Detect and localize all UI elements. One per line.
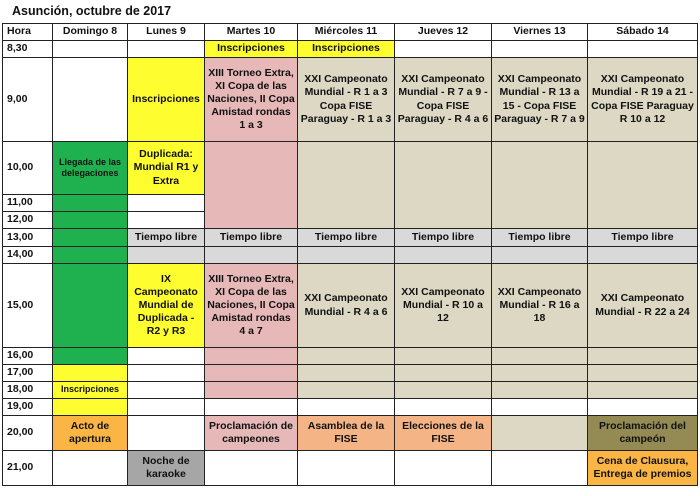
hour-label: 10,00 <box>3 142 53 195</box>
table-row <box>3 451 698 486</box>
event-cell-merged <box>492 142 588 229</box>
table-row <box>3 41 698 58</box>
table-row <box>3 247 698 264</box>
event-cell <box>53 247 128 264</box>
event-cell <box>298 365 395 382</box>
event-cell: XXI Campeonato Mundial - R 10 a 12 <box>395 264 492 348</box>
empty-cell <box>298 247 395 264</box>
event-cell <box>53 365 128 382</box>
header-day: Martes 10 <box>205 24 298 41</box>
event-cell: XXI Campeonato Mundial - R 19 a 21 - Copa FISE Paraguay R 10 a 12 <box>588 58 698 142</box>
event-cell: Proclamación de campeones <box>205 416 298 451</box>
table-row <box>3 229 698 247</box>
event-cell: Inscripciones <box>205 41 298 58</box>
hour-label: 13,00 <box>3 229 53 247</box>
event-cell: XXI Campeonato Mundial - R 13 a 15 - Copa FISE Paraguay - R 7 a 9 <box>492 58 588 142</box>
event-cell: XXI Campeonato Mundial - R 16 a 18 <box>492 264 588 348</box>
event-cell: Inscripciones <box>128 58 205 142</box>
event-cell <box>395 382 492 399</box>
hour-label: 9,00 <box>3 58 53 142</box>
event-cell <box>588 348 698 365</box>
event-cell-merged <box>298 142 395 229</box>
table-row <box>3 399 698 416</box>
empty-cell <box>53 58 128 142</box>
header-day: Viernes 13 <box>492 24 588 41</box>
event-cell <box>492 416 588 451</box>
empty-cell <box>492 399 588 416</box>
event-cell <box>492 348 588 365</box>
page-title: Asunción, octubre de 2017 <box>12 4 172 18</box>
table-row <box>3 142 698 195</box>
event-cell <box>53 348 128 365</box>
event-cell: Inscripciones <box>298 41 395 58</box>
event-cell: XIII Torneo Extra, XI Copa de las Naciones, II Copa Amistad rondas 4 a 7 <box>205 264 298 348</box>
event-cell: Llegada de las delegaciones <box>53 142 128 195</box>
event-cell <box>492 382 588 399</box>
table-row <box>3 348 698 365</box>
empty-cell <box>128 41 205 58</box>
event-cell: Tiempo libre <box>492 229 588 247</box>
event-cell: Elecciones de la FISE <box>395 416 492 451</box>
hour-label: 18,00 <box>3 382 53 399</box>
empty-cell <box>128 195 205 212</box>
event-cell: Acto de apertura <box>53 416 128 451</box>
event-cell <box>53 229 128 247</box>
empty-cell <box>395 41 492 58</box>
header-day: Lunes 9 <box>128 24 205 41</box>
event-cell: IX Campeonato Mundial de Duplicada - R2 y R3 <box>128 264 205 348</box>
event-cell <box>53 264 128 348</box>
event-cell <box>395 365 492 382</box>
empty-cell <box>128 247 205 264</box>
empty-cell <box>492 451 588 486</box>
empty-cell <box>298 451 395 486</box>
hour-label: 17,00 <box>3 365 53 382</box>
event-cell <box>588 365 698 382</box>
empty-cell <box>128 416 205 451</box>
event-cell <box>205 348 298 365</box>
table-row <box>3 264 698 348</box>
empty-cell <box>128 365 205 382</box>
empty-cell <box>205 247 298 264</box>
event-cell <box>588 382 698 399</box>
empty-cell <box>298 399 395 416</box>
hour-label: 16,00 <box>3 348 53 365</box>
header-day: Domingo 8 <box>53 24 128 41</box>
table-row <box>3 365 698 382</box>
empty-cell <box>205 451 298 486</box>
empty-cell <box>53 41 128 58</box>
event-cell <box>205 382 298 399</box>
header-row <box>3 24 698 41</box>
event-cell <box>298 382 395 399</box>
event-cell: XXI Campeonato Mundial - R 7 a 9 - Copa FISE Paraguay - R 4 a 6 <box>395 58 492 142</box>
event-cell: Tiempo libre <box>395 229 492 247</box>
empty-cell <box>53 451 128 486</box>
hour-label: 8,30 <box>3 41 53 58</box>
header-day: Sábado 14 <box>588 24 698 41</box>
empty-cell <box>395 247 492 264</box>
empty-cell <box>588 41 698 58</box>
empty-cell <box>588 399 698 416</box>
event-cell <box>53 212 128 229</box>
table-row <box>3 416 698 451</box>
event-cell-merged <box>395 142 492 229</box>
empty-cell <box>395 451 492 486</box>
event-cell: Inscripciones <box>53 382 128 399</box>
event-cell: Tiempo libre <box>205 229 298 247</box>
table-row <box>3 382 698 399</box>
event-cell: Tiempo libre <box>298 229 395 247</box>
event-cell: Proclamación del campeón <box>588 416 698 451</box>
empty-cell <box>128 382 205 399</box>
event-cell: Tiempo libre <box>128 229 205 247</box>
hour-label: 11,00 <box>3 195 53 212</box>
event-cell: Asamblea de la FISE <box>298 416 395 451</box>
hour-label: 19,00 <box>3 399 53 416</box>
hour-label: 12,00 <box>3 212 53 229</box>
event-cell: Duplicada: Mundial R1 y Extra <box>128 142 205 195</box>
event-cell <box>298 348 395 365</box>
empty-cell <box>128 348 205 365</box>
event-cell <box>395 348 492 365</box>
empty-cell <box>492 247 588 264</box>
header-hora: Hora <box>3 24 53 41</box>
event-cell <box>53 195 128 212</box>
header-day: Miércoles 11 <box>298 24 395 41</box>
event-cell: Tiempo libre <box>588 229 698 247</box>
event-cell-merged <box>205 142 298 229</box>
header-day: Jueves 12 <box>395 24 492 41</box>
event-cell: XXI Campeonato Mundial - R 4 a 6 <box>298 264 395 348</box>
event-cell: Cena de Clausura, Entrega de premios <box>588 451 698 486</box>
event-cell <box>53 399 128 416</box>
hour-label: 21,00 <box>3 451 53 486</box>
event-cell: XXI Campeonato Mundial - R 1 a 3 Copa FISE Paraguay - R 1 a 3 <box>298 58 395 142</box>
table-row <box>3 58 698 142</box>
event-cell: Noche de karaoke <box>128 451 205 486</box>
event-cell <box>492 365 588 382</box>
empty-cell <box>128 399 205 416</box>
empty-cell <box>128 212 205 229</box>
empty-cell <box>395 399 492 416</box>
event-cell-merged <box>588 142 698 229</box>
event-cell <box>205 365 298 382</box>
schedule-table <box>2 23 698 486</box>
hour-label: 14,00 <box>3 247 53 264</box>
hour-label: 15,00 <box>3 264 53 348</box>
event-cell: XXI Campeonato Mundial - R 22 a 24 <box>588 264 698 348</box>
empty-cell <box>492 41 588 58</box>
event-cell: XIII Torneo Extra, XI Copa de las Naciones, II Copa Amistad rondas 1 a 3 <box>205 58 298 142</box>
hour-label: 20,00 <box>3 416 53 451</box>
empty-cell <box>205 399 298 416</box>
empty-cell <box>588 247 698 264</box>
